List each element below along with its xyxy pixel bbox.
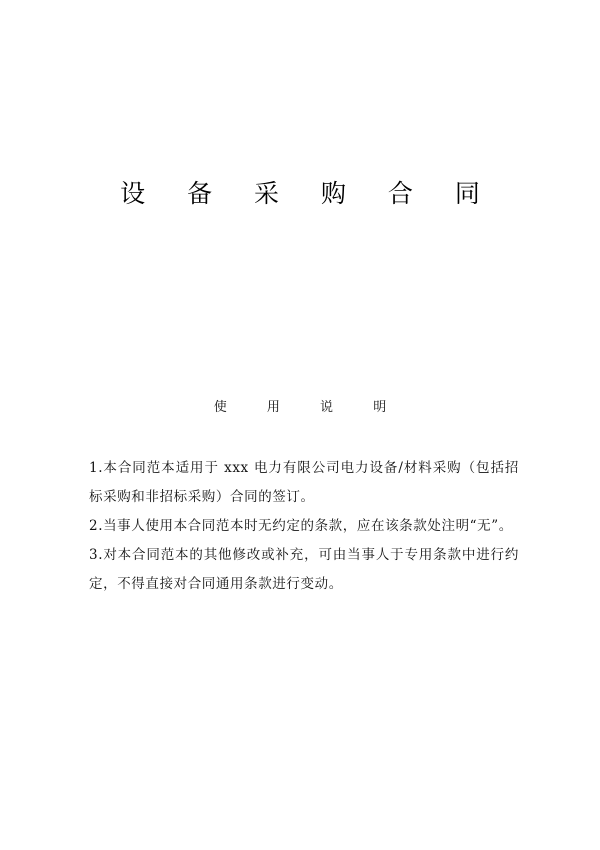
instructions-list: [89, 454, 519, 599]
instruction-item: 3.对本合同范本的其他修改或补充，可由当事人于专用条款中进行约定，不得直接对合同通用条款进行变动。: [89, 547, 519, 592]
document-title: 设 备 采 购 合 同: [120, 179, 497, 208]
instruction-item: 2.当事人使用本合同范本时无约定的条款，应在该条款处注明“无”。: [89, 518, 513, 534]
instructions-heading: 使 用 说 明: [213, 400, 405, 415]
instruction-item: 1.本合同范本适用于 xxx 电力有限公司电力设备/材料采购（包括招标采购和非招标采购）合同的签订。: [89, 460, 519, 505]
